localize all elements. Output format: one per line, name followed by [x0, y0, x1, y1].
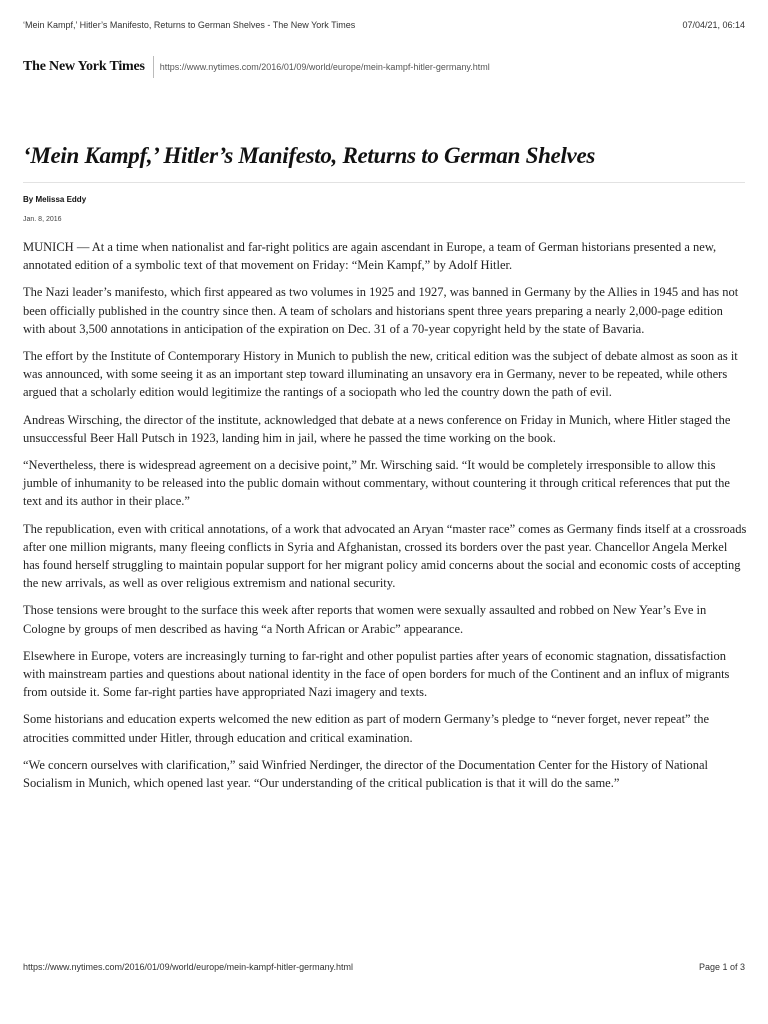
footer-url: https://www.nytimes.com/2016/01/09/world/europe/mein-kampf-hitler-germany.html [23, 962, 353, 972]
nyt-logo[interactable]: The New York Times [23, 59, 145, 74]
article-paragraph: The effort by the Institute of Contemporary History in Munich to publish the new, critical edition was the subject of debate almost as soon as it was announced, with some seeing it as an important step toward illuminating an unsavory era in Germany, never to be repeated, while others argued that a scholarly edition would legitimize the rantings of a sociopath who led the country down the path of evil. [23, 349, 738, 400]
article-byline[interactable]: By Melissa Eddy [23, 195, 87, 204]
article-paragraph: Elsewhere in Europe, voters are increasingly turning to far-right and other populist parties after years of economic stagnation, dissatisfaction with mainstream parties and questions about national identity in the face of open borders for much of the Continent and an influx of migrants from outside it. Some far-right parties have appropriated Nazi imagery and texts. [23, 648, 730, 700]
article-url[interactable]: https://www.nytimes.com/2016/01/09/world/europe/mein-kampf-hitler-germany.html [159, 62, 490, 72]
article-headline: ‘Mein Kampf,’ Hitler’s Manifesto, Returns to German Shelves [23, 143, 596, 168]
page-indicator: Page 1 of 3 [698, 962, 745, 972]
article-paragraph: The Nazi leader’s manifesto, which first appeared as two volumes in 1925 and 1927, was banned in Germany by the Allies in 1945 and has not been officially published in the country since then. A team of scholars and historians spent three years preparing a nearly 2,000-page edition with about 3,500 annotations in anticipation of the expiration on Dec. 31 of a 70-year copyright held by the state of Bavaria. [23, 285, 739, 336]
print-header [23, 20, 745, 30]
article-paragraph: The republication, even with critical annotations, of a work that advocated an Aryan “master race” comes as Germany finds itself at a crossroads after one million migrants, many fleeing conflicts in Syria and Afghanistan, crossed its borders over the past year. Chancellor Angela Merkel has found herself struggling to maintain popular support for her migrant policy amid concerns about the social and economic costs of accepting the new arrivals, as well as over religious extremism and national security. [23, 521, 747, 591]
headline-divider [23, 182, 745, 183]
article-paragraph: Andreas Wirsching, the director of the institute, acknowledged that debate at a news conference on Friday in Munich, where Hitler staged the unsuccessful Beer Hall Putsch in 1923, landing him in jail, where he passed the time working on the book. [23, 412, 731, 445]
print-datetime: 07/04/21, 06:14 [682, 20, 745, 30]
article-paragraph: MUNICH — At a time when nationalist and far-right politics are again ascendant in Europe, a team of German historians presented a new, annotated edition of a symbolic text of that movement on Friday: “Mein Kampf,” by Adolf Hitler. [23, 240, 717, 273]
masthead-divider [153, 56, 154, 78]
article-paragraph: “We concern ourselves with clarification,” said Winfried Nerdinger, the director of the Documentation Center for the History of National Socialism in Munich, which opened last year. “Our understanding of the critical publication is that it will do the same.” [23, 757, 709, 791]
article-paragraph: Some historians and education experts welcomed the new edition as part of modern Germany’s pledge to “never forget, never repeat” the atrocities committed under Hitler, through education and critical examination. [23, 712, 709, 745]
masthead [23, 56, 745, 78]
article-date: Jan. 8, 2016 [23, 216, 62, 223]
article-paragraph: “Nevertheless, there is widespread agreement on a decisive point,” Mr. Wirsching said. “It would be completely irresponsible to allow this jumble of inhumanity to be released into the public domain without commentary, without countering it through critical references that put the text and its author in their place.” [23, 458, 730, 509]
print-page-title: ‘Mein Kampf,’ Hitler’s Manifesto, Returns to German Shelves - The New York Times [23, 20, 356, 30]
article-body [23, 238, 747, 801]
article-paragraph: Those tensions were brought to the surface this week after reports that women were sexually assaulted and robbed on New Year’s Eve in Cologne by groups of men described as having “a North African or Arabic” appearance. [23, 603, 707, 636]
print-footer [23, 962, 745, 972]
